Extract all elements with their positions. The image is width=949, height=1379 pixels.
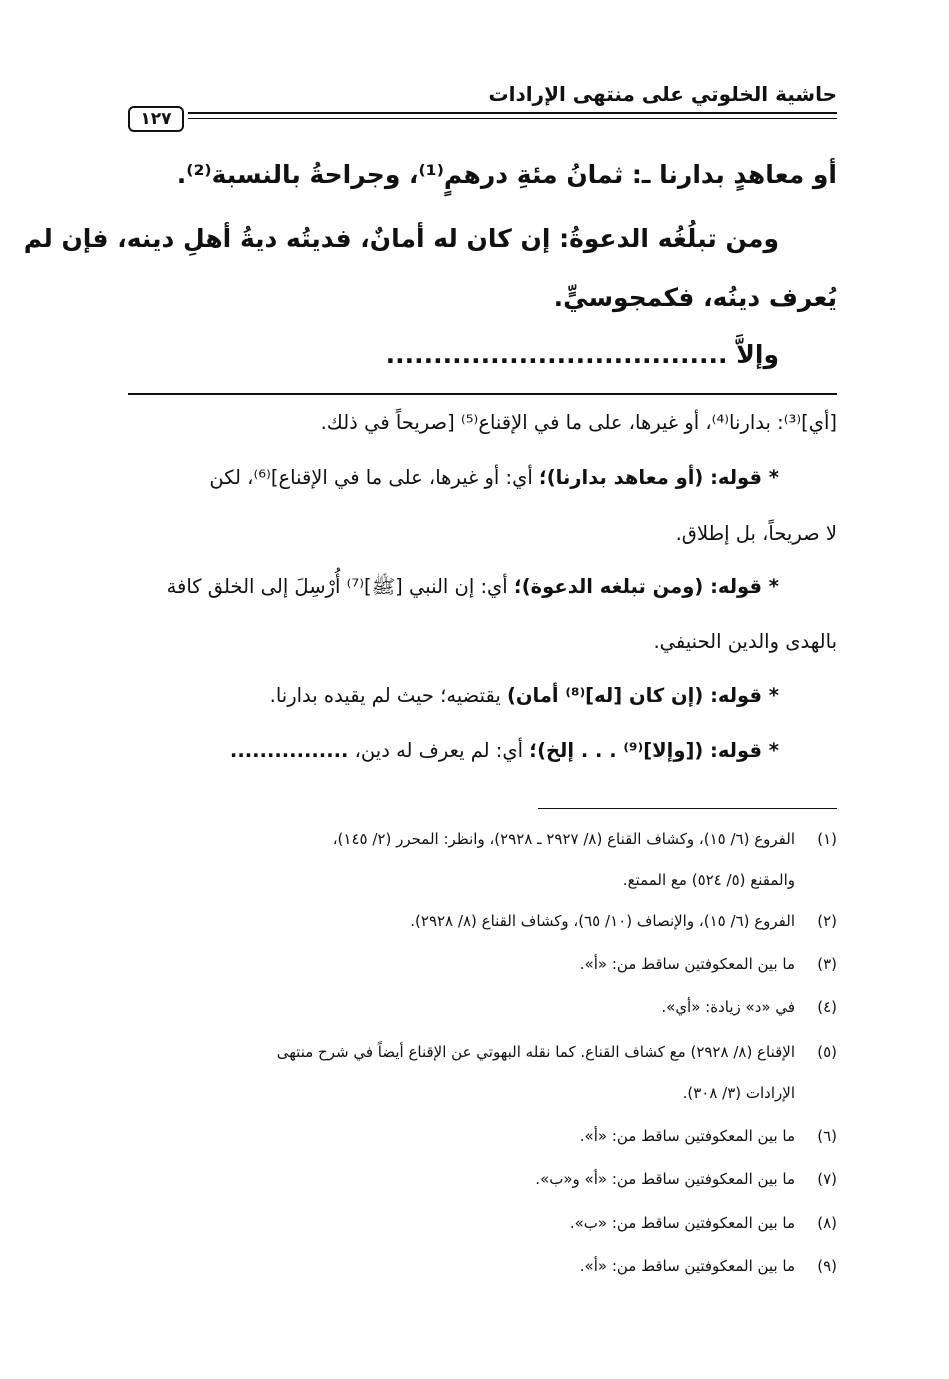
header-rule — [188, 112, 837, 119]
commentary-lemma-2: * قوله: (أو معاهد بدارنا)؛ — [538, 466, 779, 489]
commentary-line-2 — [209, 466, 779, 489]
main-text-line-2: ومن تبلُغُه الدعوةُ: إن كان له أمانٌ، فديتُه ديةُ أهلِ دينه، فإن لم — [23, 224, 779, 253]
commentary-line-4 — [167, 575, 779, 603]
main-text-line-4 — [386, 340, 779, 369]
commentary-line-1: [أي]⁽³⁾: بدارنا⁽⁴⁾، أو غيرها، على ما في الإقناع⁽⁵⁾ [صريحاً في ذلك. — [320, 411, 837, 434]
footnote-1 — [333, 830, 837, 848]
footnote-number: (٣) — [817, 955, 837, 973]
footnote-text: الفروع (٦/ ١٥)، وكشاف القناع (٨/ ٢٩٢٧ ـ ٢٩٢٨)، وانظر: المحرر (٢/ ١٤٥)، — [332, 830, 795, 848]
main-text-ellipsis: .................................... — [385, 340, 728, 369]
footnote-9 — [580, 1257, 837, 1275]
footnote-2 — [410, 912, 837, 930]
footnote-number: (٢) — [817, 912, 837, 930]
footnote-number: (٨) — [817, 1214, 837, 1232]
main-text-wa-illa: وإلاَّ — [736, 340, 779, 369]
footnote-3 — [580, 955, 837, 973]
footnote-6 — [580, 1127, 837, 1145]
main-text-separator — [128, 393, 837, 395]
footnote-number: (٥) — [817, 1043, 837, 1061]
footnote-text: الإقناع (٨/ ٢٩٢٨) مع كشاف القناع. كما نقله البهوتي عن الإقناع أيضاً في شرح منتهى — [276, 1043, 795, 1061]
footnote-number: (٤) — [817, 998, 837, 1016]
commentary-line-7 — [230, 739, 779, 762]
footnote-number: (٩) — [817, 1257, 837, 1275]
commentary-ellipsis: ................ — [229, 739, 349, 762]
main-text-line-3: يُعرف دينُه، فكمجوسيٍّ. — [553, 283, 837, 312]
footnote-text: ما بين المعكوفتين ساقط من: «أ» و«ب». — [535, 1170, 795, 1188]
footnote-text: في «د» زيادة: «أي». — [661, 998, 795, 1016]
footnote-5-continuation: الإرادات (٣/ ٣٠٨). — [682, 1084, 795, 1102]
commentary-lemma-4: * قوله: (ومن تبلغه الدعوة)؛ — [513, 575, 779, 598]
footnote-8 — [570, 1214, 837, 1232]
commentary-text-2: أي: أو غيرها، على ما في الإقناع]⁽⁶⁾، لكن — [209, 466, 539, 489]
commentary-lemma-7: * قوله: ([وإلا]⁽⁹⁾ . . . إلخ)؛ — [529, 739, 779, 762]
footnote-number: (١) — [817, 830, 837, 848]
footnote-text: ما بين المعكوفتين ساقط من: «ب». — [569, 1214, 795, 1232]
footnote-separator — [538, 808, 837, 809]
footnote-text: ما بين المعكوفتين ساقط من: «أ». — [579, 1257, 795, 1275]
running-header-title: حاشية الخلوتي على منتهى الإرادات — [488, 82, 837, 106]
page-number: ١٢٧ — [128, 106, 184, 132]
footnote-1-continuation: والمقنع (٥/ ٥٢٤) مع الممتع. — [622, 871, 795, 889]
footnote-text: ما بين المعكوفتين ساقط من: «أ». — [579, 1127, 795, 1145]
commentary-line-3: لا صريحاً، بل إطلاق. — [675, 522, 837, 545]
footnote-number: (٦) — [817, 1127, 837, 1145]
footnote-7 — [535, 1170, 837, 1188]
commentary-text-7: أي: لم يعرف له دين، — [354, 739, 530, 762]
main-text-line-1: أو معاهدٍ بدارنا ـ: ثمانُ مئةِ درهمٍ⁽¹⁾، وجراحةُ بالنسبة⁽²⁾. — [176, 160, 837, 189]
commentary-line-6 — [270, 684, 779, 707]
commentary-lemma-6: * قوله: (إن كان [له]⁽⁸⁾ أمان) — [506, 684, 779, 707]
commentary-text-6: يقتضيه؛ حيث لم يقيده بدارنا. — [269, 684, 507, 707]
footnote-text: ما بين المعكوفتين ساقط من: «أ». — [579, 955, 795, 973]
commentary-line-5: بالهدى والدين الحنيفي. — [653, 630, 837, 653]
footnote-text: الفروع (٦/ ١٥)، والإنصاف (١٠/ ٦٥)، وكشاف القناع (٨/ ٢٩٢٨). — [410, 912, 795, 930]
commentary-text-4: أي: إن النبي [ﷺ]⁽⁷⁾ أُرْسِلَ إلى الخلق كافة — [166, 575, 514, 598]
footnote-5 — [277, 1043, 837, 1061]
footnote-4 — [661, 998, 837, 1016]
footnote-number: (٧) — [817, 1170, 837, 1188]
